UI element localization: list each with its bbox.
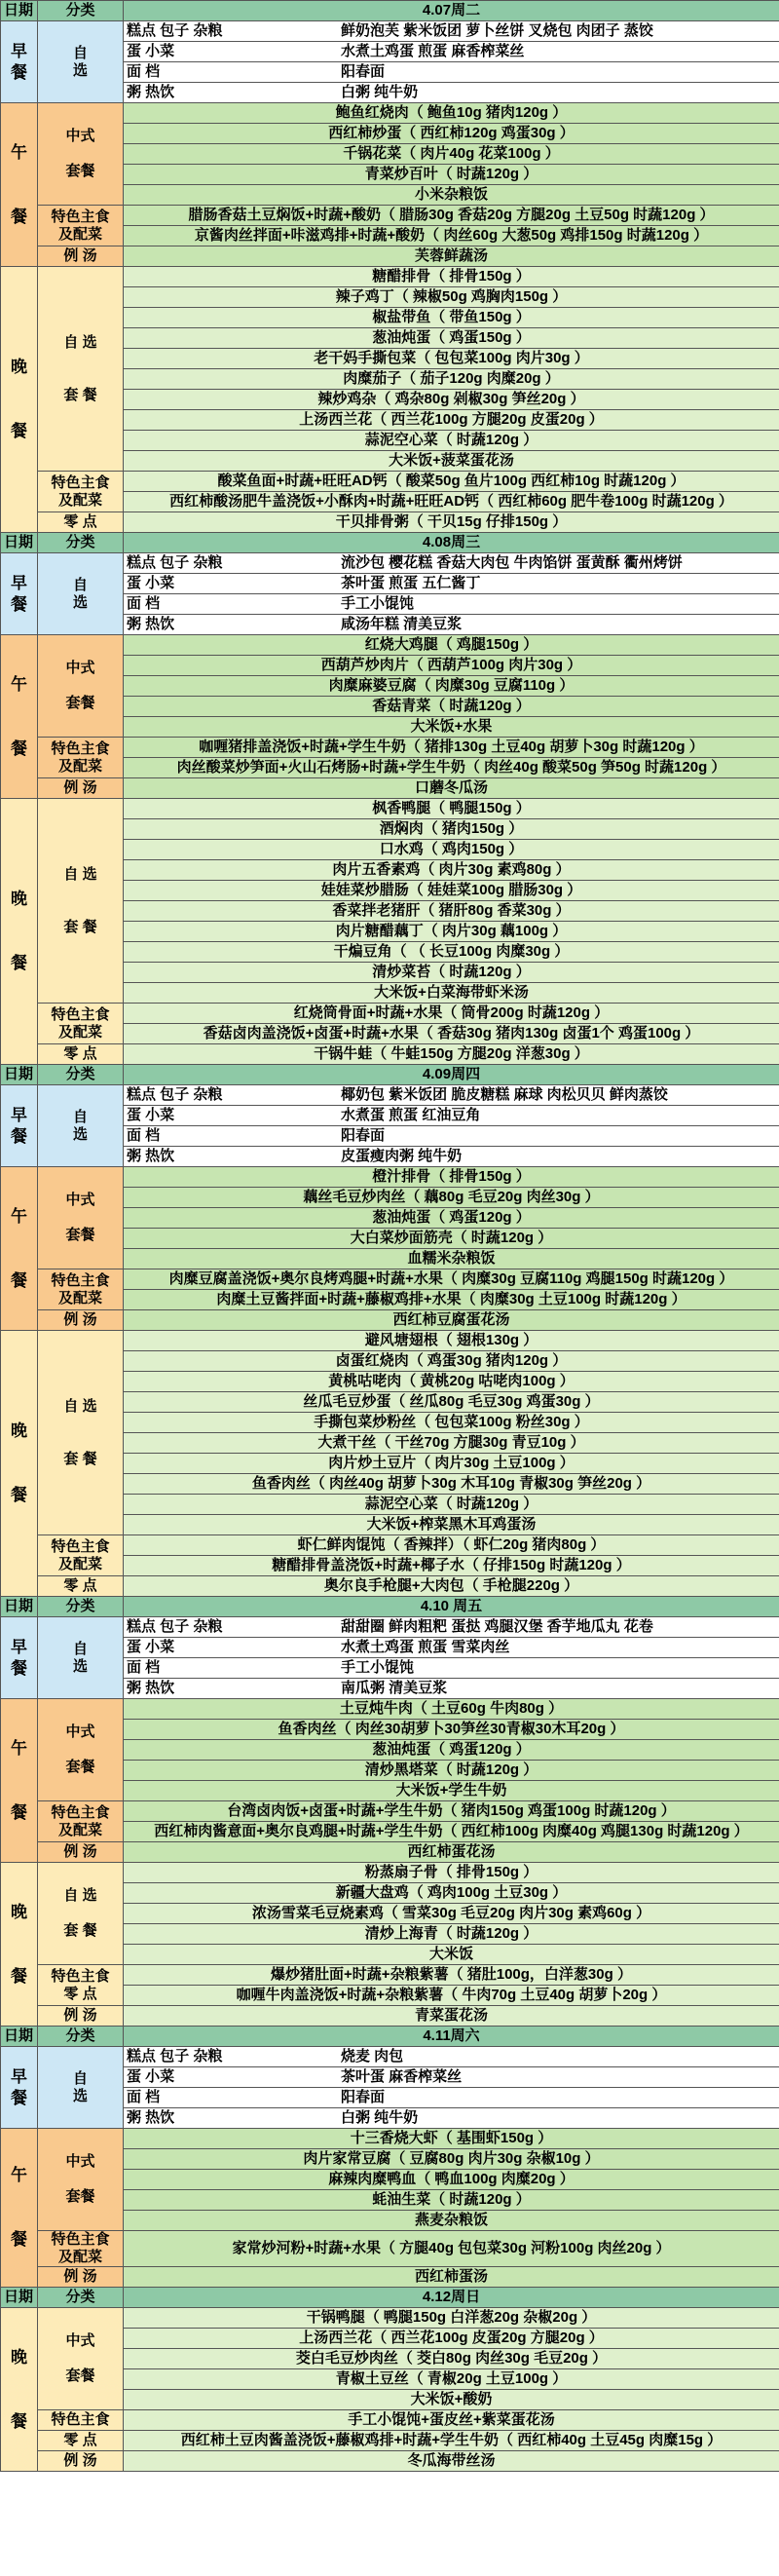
breakfast-subcategory: 蛋 小菜 — [127, 1107, 175, 1123]
breakfast-subcategory: 粥 热饮 — [127, 616, 175, 632]
dish-item: 冬瓜海带丝汤 — [124, 2451, 779, 2472]
menu-row — [1, 1269, 779, 1290]
dish-item — [124, 2108, 779, 2129]
category-label: 自 选 套 餐 — [38, 1331, 124, 1535]
menu-row — [1, 1310, 779, 1331]
dish-item: 糖醋排骨（ 排骨150g ） — [124, 267, 779, 287]
dish-item: 肉片炒土豆片（ 肉片30g 土豆100g ） — [124, 1454, 779, 1474]
dish-item: 清炒菜苔（ 时蔬120g ） — [124, 963, 779, 983]
category-label: 自 选 — [38, 553, 124, 635]
dish-item — [124, 1147, 779, 1167]
breakfast-items: 阳春面 — [341, 2089, 386, 2105]
dish-item: 粉蒸扇子骨（ 排骨150g ） — [124, 1863, 779, 1883]
day-header-row — [1, 2027, 779, 2047]
dish-item: 肉片五香素鸡（ 肉片30g 素鸡80g ） — [124, 860, 779, 881]
category-header: 分类 — [38, 1065, 124, 1085]
dish-item: 咖喱牛肉盖浇饭+时蔬+杂粮紫薯（ 牛肉70g 土豆40g 胡萝卜20g ） — [124, 1986, 779, 2006]
category-label: 零 点 — [38, 512, 124, 533]
dish-item: 京酱肉丝拌面+咔滋鸡排+时蔬+酸奶（ 肉丝60g 大葱50g 鸡排150g 时蔬120g ） — [124, 226, 779, 246]
dish-item: 西红柿蛋花汤 — [124, 1842, 779, 1863]
dish-item: 茭白毛豆炒肉丝（ 茭白80g 肉丝30g 毛豆20g ） — [124, 2349, 779, 2369]
dish-item: 大米饭+酸奶 — [124, 2390, 779, 2410]
dish-item: 口水鸡（ 鸡肉150g ） — [124, 840, 779, 860]
dish-item: 口蘑冬瓜汤 — [124, 778, 779, 799]
breakfast-items: 流沙包 樱花糕 香菇大肉包 牛肉馅饼 蛋黄酥 衢州烤饼 — [341, 554, 683, 571]
date-header: 日期 — [1, 2027, 38, 2047]
dish-item: 干煸豆角（ （ 长豆100g 肉糜30g ） — [124, 942, 779, 963]
menu-row — [1, 472, 779, 492]
dish-item — [124, 42, 779, 62]
breakfast-subcategory: 粥 热饮 — [127, 84, 175, 100]
date-header: 日期 — [1, 1, 38, 21]
dish-item: 台湾卤肉饭+卤蛋+时蔬+学生牛奶（ 猪肉150g 鸡蛋100g 时蔬120g ） — [124, 1801, 779, 1822]
category-header: 分类 — [38, 533, 124, 553]
dish-item: 大煮干丝（ 干丝70g 方腿30g 青豆10g ） — [124, 1433, 779, 1454]
category-header: 分类 — [38, 2027, 124, 2047]
category-label: 自 选 — [38, 21, 124, 103]
category-label: 例 汤 — [38, 2006, 124, 2027]
dish-item: 小米杂粮饭 — [124, 185, 779, 206]
category-header: 分类 — [38, 1, 124, 21]
category-label: 中式 套餐 — [38, 1699, 124, 1801]
day-date: 4.12周日 — [124, 2288, 779, 2308]
dish-item: 西红柿肉酱意面+奥尔良鸡腿+时蔬+学生牛奶（ 西红柿100g 肉糜40g 鸡腿130g 时蔬120g ） — [124, 1822, 779, 1842]
dish-item: 咖喱猪排盖浇饭+时蔬+学生牛奶（ 猪排130g 土豆40g 胡萝卜30g 时蔬120g ） — [124, 738, 779, 758]
dish-item: 红烧大鸡腿（ 鸡腿150g ） — [124, 635, 779, 656]
category-label: 零 点 — [38, 1576, 124, 1597]
dish-item: 清炒上海青（ 时蔬120g ） — [124, 1924, 779, 1945]
breakfast-subcategory: 面 档 — [127, 1127, 161, 1144]
dish-item: 大米饭+学生牛奶 — [124, 1781, 779, 1801]
dish-item: 血糯米杂粮饭 — [124, 1249, 779, 1269]
category-label: 特色主食 及配菜 — [38, 1269, 124, 1310]
breakfast-subcategory: 粥 热饮 — [127, 1148, 175, 1164]
breakfast-subcategory: 蛋 小菜 — [127, 1639, 175, 1655]
menu-row — [1, 1167, 779, 1188]
dish-item — [124, 553, 779, 574]
date-header: 日期 — [1, 1597, 38, 1617]
breakfast-items: 水煮蛋 煎蛋 红油豆角 — [341, 1107, 481, 1123]
dish-item: 大米饭+菠菜蛋花汤 — [124, 451, 779, 472]
dish-item: 肉丝酸菜炒笋面+火山石烤肠+时蔬+学生牛奶（ 肉丝40g 酸菜50g 笋50g 时蔬120g ） — [124, 758, 779, 778]
dish-item: 青椒土豆丝（ 青椒20g 土豆100g ） — [124, 2369, 779, 2390]
dish-item: 千锅花菜（ 肉片40g 花菜100g ） — [124, 144, 779, 165]
menu-row — [1, 2267, 779, 2288]
breakfast-items: 烧麦 肉包 — [341, 2048, 404, 2065]
category-label: 例 汤 — [38, 778, 124, 799]
dish-item: 葱油炖蛋（ 鸡蛋120g ） — [124, 1740, 779, 1761]
breakfast-subcategory: 粥 热饮 — [127, 1680, 175, 1696]
dish-item: 上汤西兰花（ 西兰花100g 皮蛋20g 方腿20g ） — [124, 2329, 779, 2349]
category-label: 特色主食 零 点 — [38, 1965, 124, 2006]
breakfast-items: 手工小馄饨 — [341, 1659, 415, 1676]
meal-label: 晚 餐 — [1, 1331, 38, 1597]
dish-item — [124, 1679, 779, 1699]
dish-item: 西葫芦炒肉片（ 西葫芦100g 肉片30g ） — [124, 656, 779, 676]
meal-label: 早 餐 — [1, 553, 38, 635]
meal-label: 午 餐 — [1, 1167, 38, 1331]
dish-item: 大米饭+榨菜黑木耳鸡蛋汤 — [124, 1515, 779, 1535]
menu-row — [1, 2231, 779, 2267]
breakfast-items: 水煮土鸡蛋 煎蛋 雪菜肉丝 — [341, 1639, 510, 1655]
dish-item — [124, 62, 779, 83]
day-header-row — [1, 1065, 779, 1085]
breakfast-items: 白粥 纯牛奶 — [341, 2109, 419, 2126]
dish-item: 大米饭+水果 — [124, 717, 779, 738]
dish-item — [124, 594, 779, 615]
breakfast-items: 咸汤年糕 清美豆浆 — [341, 616, 463, 632]
dish-item — [124, 1638, 779, 1658]
dish-item: 蒜泥空心菜（ 时蔬120g ） — [124, 1495, 779, 1515]
dish-item — [124, 1617, 779, 1638]
meal-label: 午 餐 — [1, 1699, 38, 1863]
dish-item — [124, 21, 779, 42]
menu-row — [1, 2410, 779, 2431]
menu-row — [1, 206, 779, 226]
menu-row — [1, 2451, 779, 2472]
menu-row — [1, 2308, 779, 2329]
category-header: 分类 — [38, 2288, 124, 2308]
date-header: 日期 — [1, 2288, 38, 2308]
meal-label: 晚 餐 — [1, 1863, 38, 2027]
breakfast-subcategory: 糕点 包子 杂粮 — [127, 2048, 223, 2065]
category-label: 例 汤 — [38, 1310, 124, 1331]
dish-item: 蚝油生菜（ 时蔬120g ） — [124, 2190, 779, 2211]
dish-item: 西红柿炒蛋（ 西红柿120g 鸡蛋30g ） — [124, 124, 779, 144]
dish-item: 大米饭+白菜海带虾米汤 — [124, 983, 779, 1004]
date-header: 日期 — [1, 1065, 38, 1085]
dish-item — [124, 615, 779, 635]
meal-label: 午 餐 — [1, 2129, 38, 2288]
dish-item: 橙汁排骨（ 排骨150g ） — [124, 1167, 779, 1188]
menu-row — [1, 635, 779, 656]
dish-item — [124, 2067, 779, 2088]
dish-item: 青菜蛋花汤 — [124, 2006, 779, 2027]
dish-item — [124, 1126, 779, 1147]
menu-row — [1, 1617, 779, 1638]
dish-item: 葱油炖蛋（ 鸡蛋120g ） — [124, 1208, 779, 1229]
dish-item: 上汤西兰花（ 西兰花100g 方腿20g 皮蛋20g ） — [124, 410, 779, 431]
dish-item: 奥尔良手枪腿+大肉包（ 手枪腿220g ） — [124, 1576, 779, 1597]
dish-item: 土豆炖牛肉（ 土豆60g 牛肉80g ） — [124, 1699, 779, 1720]
category-label: 自 选 — [38, 1617, 124, 1699]
dish-item: 十三香烧大虾（ 基围虾150g ） — [124, 2129, 779, 2149]
dish-item: 肉糜豆腐盖浇饭+奥尔良烤鸡腿+时蔬+水果（ 肉糜30g 豆腐110g 鸡腿150g 时蔬120g ） — [124, 1269, 779, 1290]
day-date: 4.10 周五 — [124, 1597, 779, 1617]
menu-row — [1, 1576, 779, 1597]
meal-label: 早 餐 — [1, 1085, 38, 1167]
dish-item: 西红柿土豆肉酱盖浇饭+藤椒鸡排+时蔬+学生牛奶（ 西红柿40g 土豆45g 肉糜15g ） — [124, 2431, 779, 2451]
menu-row — [1, 799, 779, 819]
category-label: 特色主食 — [38, 2410, 124, 2431]
category-label: 自 选 套 餐 — [38, 1863, 124, 1965]
breakfast-items: 手工小馄饨 — [341, 595, 415, 612]
dish-item — [124, 2047, 779, 2067]
dish-item: 西红柿酸汤肥牛盖浇饭+小酥肉+时蔬+旺旺AD钙（ 西红柿60g 肥牛卷100g 时蔬120g ） — [124, 492, 779, 512]
category-label: 特色主食 及配菜 — [38, 738, 124, 778]
dish-item: 卤蛋红烧肉（ 鸡蛋30g 猪肉120g ） — [124, 1351, 779, 1372]
breakfast-subcategory: 面 档 — [127, 63, 161, 80]
menu-row — [1, 1004, 779, 1024]
day-header-row — [1, 1, 779, 21]
menu-row — [1, 2431, 779, 2451]
menu-row — [1, 1535, 779, 1556]
category-label: 中式 套餐 — [38, 1167, 124, 1269]
dish-item: 葱油炖蛋（ 鸡蛋150g ） — [124, 328, 779, 349]
category-label: 自 选 套 餐 — [38, 799, 124, 1004]
dish-item: 香菜拌老猪肝（ 猪肝80g 香菜30g ） — [124, 901, 779, 922]
menu-row — [1, 1331, 779, 1351]
dish-item: 肉片糖醋藕丁（ 肉片30g 藕100g ） — [124, 922, 779, 942]
breakfast-subcategory: 糕点 包子 杂粮 — [127, 1618, 223, 1635]
meal-label: 午 餐 — [1, 635, 38, 799]
category-label: 特色主食 及配菜 — [38, 1004, 124, 1044]
dish-item — [124, 1085, 779, 1106]
dish-item: 干贝排骨粥（ 干贝15g 仔排150g ） — [124, 512, 779, 533]
dish-item: 枫香鸭腿（ 鸭腿150g ） — [124, 799, 779, 819]
day-header-row — [1, 533, 779, 553]
breakfast-items: 茶叶蛋 煎蛋 五仁酱丁 — [341, 575, 481, 591]
menu-row — [1, 267, 779, 287]
dish-item: 手撕包菜炒粉丝（ 包包菜100g 粉丝30g ） — [124, 1413, 779, 1433]
breakfast-items: 茶叶蛋 麻香榨菜丝 — [341, 2068, 463, 2085]
breakfast-items: 皮蛋瘦肉粥 纯牛奶 — [341, 1148, 463, 1164]
dish-item: 辣子鸡丁（ 辣椒50g 鸡胸肉150g ） — [124, 287, 779, 308]
breakfast-subcategory: 蛋 小菜 — [127, 2068, 175, 2085]
dish-item: 避风塘翅根（ 翅根130g ） — [124, 1331, 779, 1351]
day-date: 4.09周四 — [124, 1065, 779, 1085]
day-date: 4.07周二 — [124, 1, 779, 21]
dish-item: 藕丝毛豆炒肉丝（ 藕80g 毛豆20g 肉丝30g ） — [124, 1188, 779, 1208]
dish-item: 鲍鱼红烧肉（ 鲍鱼10g 猪肉120g ） — [124, 103, 779, 124]
menu-row — [1, 1863, 779, 1883]
date-header: 日期 — [1, 533, 38, 553]
menu-row — [1, 553, 779, 574]
breakfast-items: 阳春面 — [341, 63, 386, 80]
dish-item: 燕麦杂粮饭 — [124, 2211, 779, 2231]
dish-item: 红烧筒骨面+时蔬+水果（ 筒骨200g 时蔬120g ） — [124, 1004, 779, 1024]
dish-item — [124, 2088, 779, 2108]
breakfast-subcategory: 面 档 — [127, 2089, 161, 2105]
breakfast-subcategory: 蛋 小菜 — [127, 575, 175, 591]
category-label: 自 选 — [38, 1085, 124, 1167]
menu-row — [1, 512, 779, 533]
dish-item: 娃娃菜炒腊肠（ 娃娃菜100g 腊肠30g ） — [124, 881, 779, 901]
dish-item: 青菜炒百叶（ 时蔬120g ） — [124, 165, 779, 185]
dish-item: 黄桃咕咾肉（ 黄桃20g 咕咾肉100g ） — [124, 1372, 779, 1392]
dish-item: 大白菜炒面筋壳（ 时蔬120g ） — [124, 1229, 779, 1249]
category-label: 特色主食 及配菜 — [38, 472, 124, 512]
menu-row — [1, 1801, 779, 1822]
menu-row — [1, 21, 779, 42]
meal-label: 晚 餐 — [1, 2308, 38, 2472]
menu-row — [1, 246, 779, 267]
menu-row — [1, 1699, 779, 1720]
dish-item: 蒜泥空心菜（ 时蔬120g ） — [124, 431, 779, 451]
category-label: 中式 套餐 — [38, 2129, 124, 2231]
dish-item: 爆炒猪肚面+时蔬+杂粮紫薯（ 猪肚100g，白洋葱30g ） — [124, 1965, 779, 1986]
category-label: 例 汤 — [38, 246, 124, 267]
dish-item — [124, 574, 779, 594]
breakfast-subcategory: 糕点 包子 杂粮 — [127, 1086, 223, 1103]
dish-item: 肉糜土豆酱拌面+时蔬+藤椒鸡排+水果（ 肉糜30g 土豆100g 时蔬120g ） — [124, 1290, 779, 1310]
category-label: 例 汤 — [38, 1842, 124, 1863]
dish-item: 糖醋排骨盖浇饭+时蔬+椰子水（ 仔排150g 时蔬120g ） — [124, 1556, 779, 1576]
category-label: 零 点 — [38, 1044, 124, 1065]
menu-row — [1, 1085, 779, 1106]
category-header: 分类 — [38, 1597, 124, 1617]
meal-label: 晚 餐 — [1, 799, 38, 1065]
category-label: 特色主食 及配菜 — [38, 2231, 124, 2267]
dish-item: 手工小馄饨+蛋皮丝+紫菜蛋花汤 — [124, 2410, 779, 2431]
dish-item: 干锅鸭腿（ 鸭腿150g 白洋葱20g 杂椒20g ） — [124, 2308, 779, 2329]
menu-row — [1, 1044, 779, 1065]
breakfast-items: 南瓜粥 清美豆浆 — [341, 1680, 448, 1696]
dish-item — [124, 1658, 779, 1679]
dish-item: 肉糜茄子（ 茄子120g 肉糜20g ） — [124, 369, 779, 390]
dish-item — [124, 1106, 779, 1126]
breakfast-items: 椰奶包 紫米饭团 脆皮糖糕 麻球 肉松贝贝 鲜肉蒸饺 — [341, 1086, 668, 1103]
dish-item: 腊肠香菇土豆焖饭+时蔬+酸奶（ 腊肠30g 香菇20g 方腿20g 土豆50g 时蔬120g ） — [124, 206, 779, 226]
dish-item: 丝瓜毛豆炒蛋（ 丝瓜80g 毛豆30g 鸡蛋30g ） — [124, 1392, 779, 1413]
menu-row — [1, 1842, 779, 1863]
menu-row — [1, 1965, 779, 1986]
day-header-row — [1, 1597, 779, 1617]
menu-row — [1, 103, 779, 124]
dish-item: 老干妈手撕包菜（ 包包菜100g 肉片30g ） — [124, 349, 779, 369]
dish-item: 肉糜麻婆豆腐（ 肉糜30g 豆腐110g ） — [124, 676, 779, 697]
dish-item: 香菇青菜（ 时蔬120g ） — [124, 697, 779, 717]
dish-item — [124, 83, 779, 103]
meal-label: 午 餐 — [1, 103, 38, 267]
meal-label: 晚 餐 — [1, 267, 38, 533]
dish-item: 新疆大盘鸡（ 鸡肉100g 土豆30g ） — [124, 1883, 779, 1904]
breakfast-items: 鲜奶泡芙 紫米饭团 萝卜丝饼 叉烧包 肉团子 蒸饺 — [341, 22, 653, 39]
day-header-row — [1, 2288, 779, 2308]
dish-item: 西红柿蛋汤 — [124, 2267, 779, 2288]
menu-row — [1, 2129, 779, 2149]
day-date: 4.11周六 — [124, 2027, 779, 2047]
menu-row — [1, 2047, 779, 2067]
breakfast-subcategory: 糕点 包子 杂粮 — [127, 22, 223, 39]
category-label: 零 点 — [38, 2431, 124, 2451]
category-label: 例 汤 — [38, 2267, 124, 2288]
dish-item: 大米饭 — [124, 1945, 779, 1965]
breakfast-subcategory: 面 档 — [127, 1659, 161, 1676]
dish-item: 酸菜鱼面+时蔬+旺旺AD钙（ 酸菜50g 鱼片100g 西红柿10g 时蔬120g ） — [124, 472, 779, 492]
dish-item: 干锅牛蛙（ 牛蛙150g 方腿20g 洋葱30g ） — [124, 1044, 779, 1065]
menu-row — [1, 778, 779, 799]
breakfast-items: 白粥 纯牛奶 — [341, 84, 419, 100]
dish-item: 麻辣肉糜鸭血（ 鸭血100g 肉糜20g ） — [124, 2170, 779, 2190]
dish-item: 西红柿豆腐蛋花汤 — [124, 1310, 779, 1331]
meal-label: 早 餐 — [1, 21, 38, 103]
category-label: 特色主食 及配菜 — [38, 1535, 124, 1576]
breakfast-subcategory: 粥 热饮 — [127, 2109, 175, 2126]
breakfast-items: 甜甜圈 鲜肉粗粑 蛋挞 鸡腿汉堡 香芋地瓜丸 花卷 — [341, 1618, 653, 1635]
dish-item: 芙蓉鲜蔬汤 — [124, 246, 779, 267]
dish-item: 清炒黑塔菜（ 时蔬120g ） — [124, 1761, 779, 1781]
day-date: 4.08周三 — [124, 533, 779, 553]
menu-row — [1, 2006, 779, 2027]
category-label: 中式 套餐 — [38, 635, 124, 738]
breakfast-subcategory: 糕点 包子 杂粮 — [127, 554, 223, 571]
meal-label: 早 餐 — [1, 2047, 38, 2129]
category-label: 特色主食 及配菜 — [38, 206, 124, 246]
breakfast-subcategory: 面 档 — [127, 595, 161, 612]
dish-item: 肉片家常豆腐（ 豆腐80g 肉片30g 杂椒10g ） — [124, 2149, 779, 2170]
dish-item: 浓汤雪菜毛豆烧素鸡（ 雪菜30g 毛豆20g 肉片30g 素鸡60g ） — [124, 1904, 779, 1924]
dish-item: 椒盐带鱼（ 带鱼150g ） — [124, 308, 779, 328]
category-label: 特色主食 及配菜 — [38, 1801, 124, 1842]
breakfast-items: 阳春面 — [341, 1127, 386, 1144]
category-label: 中式 套餐 — [38, 2308, 124, 2410]
menu-row — [1, 738, 779, 758]
category-label: 例 汤 — [38, 2451, 124, 2472]
dish-item: 鱼香肉丝（ 肉丝30胡萝卜30笋丝30青椒30木耳20g ） — [124, 1720, 779, 1740]
dish-item: 鱼香肉丝（ 肉丝40g 胡萝卜30g 木耳10g 青椒30g 笋丝20g ） — [124, 1474, 779, 1495]
breakfast-subcategory: 蛋 小菜 — [127, 43, 175, 59]
meal-label: 早 餐 — [1, 1617, 38, 1699]
dish-item: 虾仁鲜肉馄饨（ 香辣拌）（ 虾仁20g 猪肉80g ） — [124, 1535, 779, 1556]
category-label: 自 选 — [38, 2047, 124, 2129]
category-label: 中式 套餐 — [38, 103, 124, 206]
category-label: 自 选 套 餐 — [38, 267, 124, 472]
dish-item: 酒焖肉（ 猪肉150g ） — [124, 819, 779, 840]
breakfast-items: 水煮土鸡蛋 煎蛋 麻香榨菜丝 — [341, 43, 525, 59]
dish-item: 家常炒河粉+时蔬+水果（ 方腿40g 包包菜30g 河粉100g 肉丝20g ） — [124, 2231, 779, 2267]
dish-item: 辣炒鸡杂（ 鸡杂80g 剁椒30g 笋丝20g ） — [124, 390, 779, 410]
dish-item: 香菇卤肉盖浇饭+卤蛋+时蔬+水果（ 香菇30g 猪肉130g 卤蛋1个 鸡蛋100g ） — [124, 1024, 779, 1044]
